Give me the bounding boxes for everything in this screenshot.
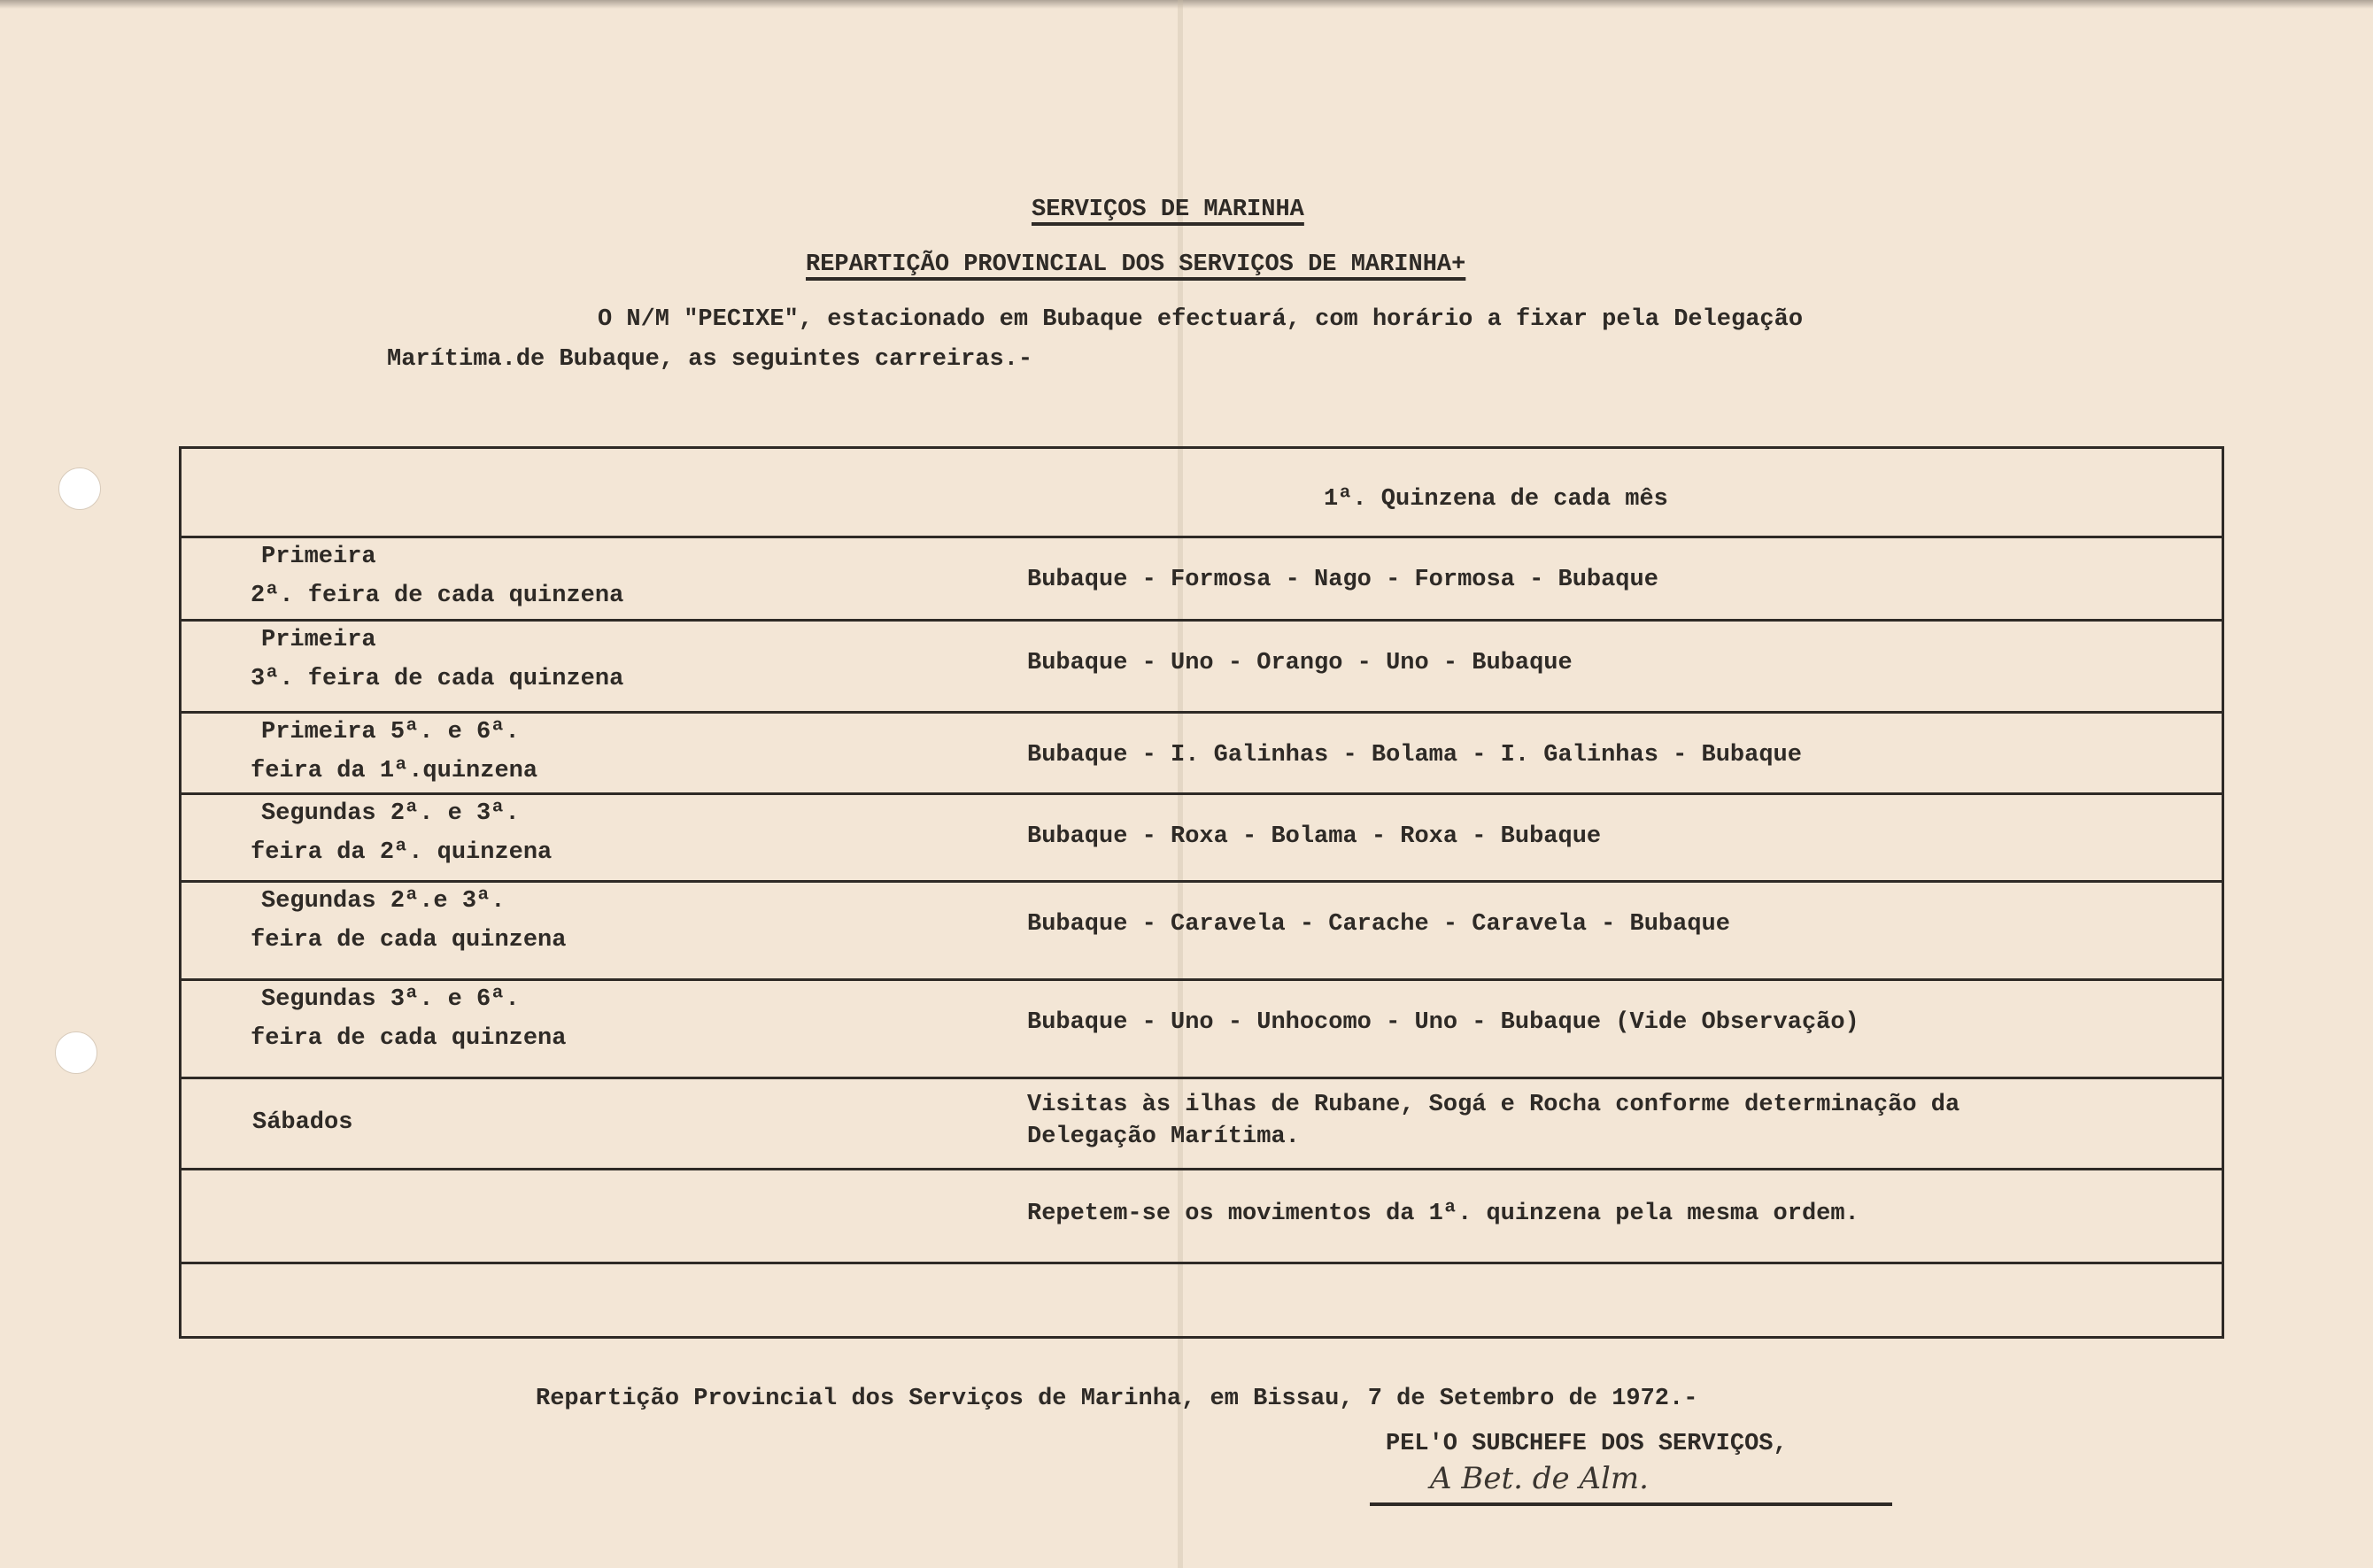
row-day-label: Sábados — [252, 1109, 353, 1136]
row-route: Bubaque - Roxa - Bolama - Roxa - Bubaque — [1027, 823, 1602, 850]
row-route: Bubaque - Uno - Unhocomo - Uno - Bubaque (Vide Observação) — [1027, 1009, 1859, 1036]
row-route: Bubaque - I. Galinhas - Bolama - I. Galinhas - Bubaque — [1027, 742, 1802, 769]
row-day-label-continued: feira da 1ª.quinzena — [251, 758, 538, 784]
row-day-label-continued: feira da 2ª. quinzena — [251, 839, 553, 866]
row-day-label: Primeira 5ª. e 6ª. — [261, 719, 520, 745]
row-divider — [182, 1077, 2222, 1079]
intro-line-2: Marítima.de Bubaque, as seguintes carreiras.- — [387, 346, 1033, 373]
row-day-label-continued: feira de cada quinzena — [251, 927, 567, 954]
row-day-label-continued: 3ª. feira de cada quinzena — [251, 666, 624, 692]
row-day-label-continued: feira de cada quinzena — [251, 1025, 567, 1052]
document-title: SERVIÇOS DE MARINHA — [1032, 197, 1304, 223]
document-subtitle: REPARTIÇÃO PROVINCIAL DOS SERVIÇOS DE MARINHA+ — [806, 251, 1466, 278]
row-divider — [182, 536, 2222, 538]
punch-hole — [55, 1031, 97, 1074]
row-divider — [182, 1262, 2222, 1264]
row-day-label-continued: 2ª. feira de cada quinzena — [251, 583, 624, 609]
row-route-continued: Delegação Marítima. — [1027, 1124, 1300, 1150]
row-day-label: Segundas 3ª. e 6ª. — [261, 986, 520, 1013]
handwritten-signature: A Bet. de Alm. — [1430, 1461, 1649, 1496]
paper-edge — [0, 0, 2373, 9]
signatory-title: PEL'O SUBCHEFE DOS SERVIÇOS, — [1386, 1431, 1788, 1457]
row-divider — [182, 619, 2222, 622]
table-header: 1ª. Quinzena de cada mês — [1324, 486, 1668, 513]
row-route: Visitas às ilhas de Rubane, Sogá e Rocha conforme determinação da — [1027, 1092, 1960, 1118]
row-route: Bubaque - Caravela - Carache - Caravela - Bubaque — [1027, 911, 1730, 938]
row-day-label: Primeira — [261, 627, 376, 653]
schedule-table — [179, 446, 2224, 1339]
intro-line-1: O N/M "PECIXE", estacionado em Bubaque efectuará, com horário a fixar pela Delegação — [598, 306, 1804, 333]
row-day-label: Primeira — [261, 544, 376, 570]
signature-line — [1370, 1502, 1892, 1506]
row-route: Repetem-se os movimentos da 1ª. quinzena pela mesma ordem. — [1027, 1201, 1859, 1227]
row-day-label: Segundas 2ª.e 3ª. — [261, 888, 506, 915]
row-divider — [182, 1168, 2222, 1170]
punch-hole — [58, 467, 101, 510]
row-route: Bubaque - Uno - Orango - Uno - Bubaque — [1027, 650, 1573, 676]
footer-place-date: Repartição Provincial dos Serviços de Marinha, em Bissau, 7 de Setembro de 1972.- — [536, 1386, 1698, 1412]
row-route: Bubaque - Formosa - Nago - Formosa - Bubaque — [1027, 567, 1658, 593]
row-day-label: Segundas 2ª. e 3ª. — [261, 800, 520, 827]
